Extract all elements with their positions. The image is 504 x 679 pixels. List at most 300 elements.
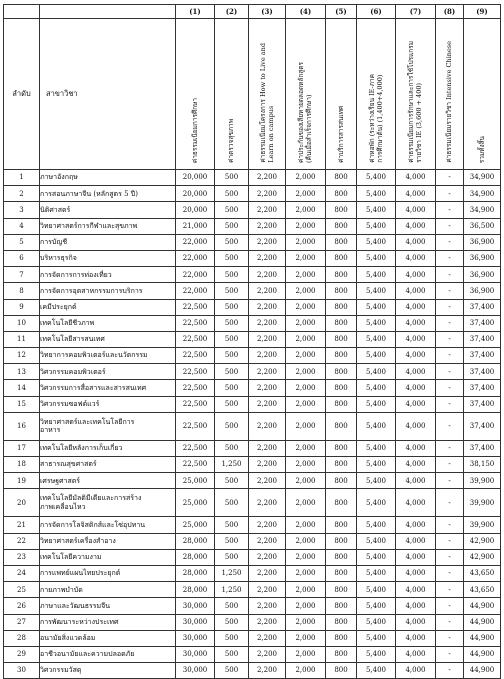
fee-cell: 22,500 xyxy=(176,315,215,331)
fee-cell: 4,000 xyxy=(396,663,436,679)
fee-cell: - xyxy=(436,630,464,646)
fee-cell: 22,000 xyxy=(176,267,215,283)
total-cell: 39,900 xyxy=(464,517,501,533)
fee-cell: 4,000 xyxy=(396,473,436,489)
subject-name xyxy=(40,170,176,186)
subject-name xyxy=(40,380,176,396)
fee-table xyxy=(3,4,501,679)
table-row xyxy=(4,380,501,396)
fee-cell: 500 xyxy=(215,473,249,489)
fee-cell: - xyxy=(436,457,464,473)
subject-name-line: อนามัยสิ่งแวดล้อม xyxy=(40,634,96,643)
row-number: 1 xyxy=(4,170,40,186)
subject-name-line: ภาษาและวัฒนธรรมจีน xyxy=(40,601,110,610)
intensive-chinese-header xyxy=(436,19,464,170)
fee-cell: 2,000 xyxy=(286,440,326,456)
fee-cell: - xyxy=(436,315,464,331)
fee-cell: 4,000 xyxy=(396,565,436,581)
fee-cell: 20,000 xyxy=(176,186,215,202)
fee-cell: 2,000 xyxy=(286,299,326,315)
table-row xyxy=(4,582,501,598)
fee-cell: - xyxy=(436,582,464,598)
table-row xyxy=(4,489,501,517)
total-cell: 43,650 xyxy=(464,582,501,598)
fee-cell: 2,000 xyxy=(286,517,326,533)
column-number: (5) xyxy=(326,5,357,19)
fee-cell: 5,400 xyxy=(357,614,396,630)
fee-cell: 500 xyxy=(215,283,249,299)
row-number: 17 xyxy=(4,440,40,456)
fee-cell: 4,000 xyxy=(396,598,436,614)
total-cell: 36,900 xyxy=(464,283,501,299)
fee-cell: 30,000 xyxy=(176,598,215,614)
it-service-header xyxy=(326,19,357,170)
fee-cell: 2,200 xyxy=(249,186,286,202)
fee-cell: 800 xyxy=(326,646,357,662)
fee-cell: 5,400 xyxy=(357,218,396,234)
table-row xyxy=(4,533,501,549)
fee-cell: 30,000 xyxy=(176,646,215,662)
fee-cell: 2,200 xyxy=(249,283,286,299)
blank-cell xyxy=(4,5,40,19)
subject-name-line: วิทยาศาสตร์เครื่องสำอาง xyxy=(40,536,116,545)
fee-cell: 800 xyxy=(326,473,357,489)
fee-cell: 2,000 xyxy=(286,218,326,234)
fee-cell: 4,000 xyxy=(396,457,436,473)
health-check-header xyxy=(215,19,249,170)
table-row xyxy=(4,614,501,630)
fee-cell: 4,000 xyxy=(396,299,436,315)
total-cell: 38,150 xyxy=(464,457,501,473)
fee-cell: - xyxy=(436,565,464,581)
row-number: 7 xyxy=(4,267,40,283)
fee-cell: 800 xyxy=(326,283,357,299)
fee-cell: 22,500 xyxy=(176,457,215,473)
fee-cell: 4,000 xyxy=(396,614,436,630)
fee-cell: 2,200 xyxy=(249,315,286,331)
subject-name-line: วิศวกรรมการสื่อสารและสารสนเทศ xyxy=(40,383,147,392)
subject-name-line: สาธารณสุขศาสตร์ xyxy=(40,460,97,469)
fee-cell: 5,400 xyxy=(357,250,396,266)
subject-name xyxy=(40,234,176,250)
column-number: (4) xyxy=(286,5,326,19)
fee-cell: 2,200 xyxy=(249,457,286,473)
table-row xyxy=(4,630,501,646)
subject-name xyxy=(40,412,176,440)
fee-cell: 5,400 xyxy=(357,457,396,473)
fee-cell: - xyxy=(436,380,464,396)
table-row xyxy=(4,598,501,614)
fee-cell: 800 xyxy=(326,267,357,283)
fee-cell: - xyxy=(436,234,464,250)
row-number: 28 xyxy=(4,630,40,646)
fee-cell: 4,000 xyxy=(396,170,436,186)
subject-name-line: กายภาพบำบัด xyxy=(40,585,83,594)
fee-cell: - xyxy=(436,267,464,283)
subject-name-line: เทคโนโลยีหลังการเก็บเกี่ยว xyxy=(40,444,123,453)
fee-cell: 2,000 xyxy=(286,267,326,283)
fee-cell: 22,500 xyxy=(176,440,215,456)
column-number: (1) xyxy=(176,5,215,19)
subject-name xyxy=(40,473,176,489)
header-line: ค่าหอพัก (ระหว่างเรียน IE-ภาค xyxy=(367,74,376,163)
row-number: 2 xyxy=(4,186,40,202)
total-cell: 44,900 xyxy=(464,598,501,614)
fee-cell: 800 xyxy=(326,582,357,598)
fee-cell: 5,400 xyxy=(357,331,396,347)
row-number: 3 xyxy=(4,202,40,218)
fee-cell: 2,200 xyxy=(249,549,286,565)
fee-cell: 4,000 xyxy=(396,218,436,234)
fee-cell: 5,400 xyxy=(357,582,396,598)
subject-name xyxy=(40,517,176,533)
fee-cell: - xyxy=(436,663,464,679)
header-line: ค่าตรวจสุขภาพ xyxy=(227,119,236,163)
fee-cell: 800 xyxy=(326,331,357,347)
fee-cell: 2,200 xyxy=(249,598,286,614)
total-cell: 37,400 xyxy=(464,364,501,380)
total-cell: 36,900 xyxy=(464,234,501,250)
fee-cell: 800 xyxy=(326,202,357,218)
fee-cell: 800 xyxy=(326,234,357,250)
fee-cell: 28,000 xyxy=(176,549,215,565)
subject-name-line: วิศวกรรมซอฟต์แวร์ xyxy=(40,400,100,409)
fee-cell: 800 xyxy=(326,364,357,380)
total-cell: 37,400 xyxy=(464,412,501,440)
subject-name-line: นิติศาสตร์ xyxy=(40,205,71,214)
table-row xyxy=(4,234,501,250)
row-number: 27 xyxy=(4,614,40,630)
subject-name-line: เทคโนโลยีมัลติมีเดียและการสร้าง xyxy=(40,494,142,503)
fee-cell: 22,500 xyxy=(176,348,215,364)
fee-cell: 500 xyxy=(215,517,249,533)
subject-name-line: วิศวกรรมคอมพิวเตอร์ xyxy=(40,367,106,376)
column-number: (3) xyxy=(249,5,286,19)
fee-cell: 2,000 xyxy=(286,565,326,581)
fee-cell: 500 xyxy=(215,250,249,266)
fee-cell: 800 xyxy=(326,663,357,679)
table-row xyxy=(4,331,501,347)
fee-cell: 800 xyxy=(326,380,357,396)
total-cell: 39,900 xyxy=(464,473,501,489)
fee-cell: 5,400 xyxy=(357,299,396,315)
subject-name-line: บริหารธุรกิจ xyxy=(40,254,77,263)
fee-cell: 2,200 xyxy=(249,170,286,186)
table-row xyxy=(4,186,501,202)
subject-name-line: เศรษฐศาสตร์ xyxy=(40,476,81,485)
fee-cell: 5,400 xyxy=(357,630,396,646)
total-cell: 42,900 xyxy=(464,549,501,565)
fee-cell: 2,200 xyxy=(249,331,286,347)
fee-cell: 500 xyxy=(215,170,249,186)
header-line: Learn on campus xyxy=(267,106,275,163)
subject-name-line: การพัฒนาระหว่างประเทศ xyxy=(40,617,119,626)
fee-cell: 4,000 xyxy=(396,267,436,283)
fee-cell: 4,000 xyxy=(396,250,436,266)
fee-cell: 5,400 xyxy=(357,202,396,218)
fee-cell: 2,200 xyxy=(249,614,286,630)
row-number: 20 xyxy=(4,489,40,517)
subject-name-line: อาหาร xyxy=(40,426,61,435)
subject-name xyxy=(40,440,176,456)
subject-name xyxy=(40,202,176,218)
fee-cell: 25,000 xyxy=(176,473,215,489)
total-cell: 43,650 xyxy=(464,565,501,581)
fee-cell: 5,400 xyxy=(357,517,396,533)
total-cell: 36,900 xyxy=(464,267,501,283)
subject-name xyxy=(40,348,176,364)
fee-cell: 20,000 xyxy=(176,202,215,218)
header-line: ค่าธรรมเนียมการรักษาและการใช้โปรแกรม xyxy=(407,41,416,163)
fee-cell: 2,000 xyxy=(286,283,326,299)
fee-cell: 800 xyxy=(326,170,357,186)
fee-cell: - xyxy=(436,614,464,630)
fee-cell: 22,500 xyxy=(176,299,215,315)
fee-cell: - xyxy=(436,170,464,186)
fee-cell: 4,000 xyxy=(396,348,436,364)
fee-cell: 500 xyxy=(215,202,249,218)
fee-cell: 500 xyxy=(215,331,249,347)
table-row xyxy=(4,170,501,186)
fee-cell: 28,000 xyxy=(176,533,215,549)
fee-cell: 5,400 xyxy=(357,315,396,331)
fee-cell: 2,000 xyxy=(286,396,326,412)
fee-cell: 4,000 xyxy=(396,283,436,299)
subject-name xyxy=(40,565,176,581)
fee-cell: 800 xyxy=(326,489,357,517)
fee-cell: 5,400 xyxy=(357,348,396,364)
fee-cell: 20,000 xyxy=(176,170,215,186)
total-cell: 34,900 xyxy=(464,170,501,186)
table-row xyxy=(4,457,501,473)
table-row xyxy=(4,315,501,331)
header-line: ค่าธรรมเนียมโครงการ How to Live and xyxy=(258,43,267,163)
fee-cell: 28,000 xyxy=(176,582,215,598)
table-row xyxy=(4,663,501,679)
fee-cell: 500 xyxy=(215,412,249,440)
fee-cell: - xyxy=(436,533,464,549)
subject-name-line: วิทยาศาสตร์การกีฬาและสุขภาพ xyxy=(40,221,138,230)
column-number: (7) xyxy=(396,5,436,19)
fee-cell: 2,000 xyxy=(286,473,326,489)
fee-cell: 21,000 xyxy=(176,218,215,234)
total-cell: 36,500 xyxy=(464,218,501,234)
fee-cell: 22,500 xyxy=(176,331,215,347)
column-number-row xyxy=(4,5,501,19)
fee-cell: 2,200 xyxy=(249,396,286,412)
subject-name xyxy=(40,331,176,347)
subject-name xyxy=(40,598,176,614)
fee-cell: - xyxy=(436,549,464,565)
fee-cell: 22,500 xyxy=(176,412,215,440)
fee-cell: 500 xyxy=(215,315,249,331)
fee-cell: 800 xyxy=(326,299,357,315)
fee-cell: 5,400 xyxy=(357,364,396,380)
fee-cell: 2,200 xyxy=(249,565,286,581)
subject-name xyxy=(40,489,176,517)
subject-name-line: การจัดการการท่องเที่ยว xyxy=(40,270,112,279)
subject-name xyxy=(40,533,176,549)
fee-cell: 2,000 xyxy=(286,380,326,396)
subject-name xyxy=(40,299,176,315)
fee-cell: 2,200 xyxy=(249,250,286,266)
row-number: 25 xyxy=(4,582,40,598)
subject-name xyxy=(40,630,176,646)
subject-name-line: การบัญชี xyxy=(40,238,68,247)
fee-cell: 4,000 xyxy=(396,315,436,331)
fee-cell: 2,200 xyxy=(249,517,286,533)
subject-name-line: ภาษาอังกฤษ xyxy=(40,173,78,182)
fee-cell: 2,200 xyxy=(249,364,286,380)
row-number: 29 xyxy=(4,646,40,662)
damage-deposit-header xyxy=(286,19,326,170)
table-row xyxy=(4,396,501,412)
fee-cell: 2,000 xyxy=(286,315,326,331)
fee-cell: 2,200 xyxy=(249,299,286,315)
fee-cell: 2,200 xyxy=(249,380,286,396)
column-number: (8) xyxy=(436,5,464,19)
fee-cell: 2,000 xyxy=(286,598,326,614)
subject-name xyxy=(40,614,176,630)
fee-cell: 4,000 xyxy=(396,533,436,549)
fee-cell: 2,000 xyxy=(286,457,326,473)
total-cell: 44,900 xyxy=(464,630,501,646)
fee-cell: 1,250 xyxy=(215,565,249,581)
fee-cell: 22,000 xyxy=(176,234,215,250)
fee-cell: 800 xyxy=(326,186,357,202)
fee-cell: 2,000 xyxy=(286,533,326,549)
fee-cell: 800 xyxy=(326,250,357,266)
fee-cell: 4,000 xyxy=(396,440,436,456)
fee-cell: 1,250 xyxy=(215,582,249,598)
fee-cell: 5,400 xyxy=(357,267,396,283)
fee-cell: 2,200 xyxy=(249,646,286,662)
fee-cell: 500 xyxy=(215,533,249,549)
fee-cell: 5,400 xyxy=(357,234,396,250)
fee-cell: 5,400 xyxy=(357,489,396,517)
total-cell: 37,400 xyxy=(464,299,501,315)
table-row xyxy=(4,299,501,315)
row-number: 4 xyxy=(4,218,40,234)
total-cell: 37,400 xyxy=(464,331,501,347)
fee-cell: 500 xyxy=(215,364,249,380)
header-line: ค่าธรรมเนียมรายวิชา Intensive Chinese xyxy=(445,41,454,163)
row-number: 18 xyxy=(4,457,40,473)
table-row xyxy=(4,267,501,283)
total-cell: 37,400 xyxy=(464,396,501,412)
subject-name-line: การจัดการอุตสาหกรรมการบริการ xyxy=(40,286,143,295)
total-header xyxy=(464,19,501,170)
row-number: 21 xyxy=(4,517,40,533)
fee-cell: 500 xyxy=(215,218,249,234)
row-number: 24 xyxy=(4,565,40,581)
fee-cell: 5,400 xyxy=(357,380,396,396)
fee-cell: 28,000 xyxy=(176,565,215,581)
fee-cell: - xyxy=(436,186,464,202)
header-line: รายวิชา IE (3,600 + 400) xyxy=(415,83,424,163)
column-number: (9) xyxy=(464,5,501,19)
fee-cell: 22,500 xyxy=(176,364,215,380)
fee-cell: 500 xyxy=(215,396,249,412)
subject-name xyxy=(40,218,176,234)
fee-cell: 4,000 xyxy=(396,202,436,218)
fee-cell: 500 xyxy=(215,380,249,396)
fee-cell: 500 xyxy=(215,646,249,662)
fee-cell: 800 xyxy=(326,218,357,234)
subject-name-line: เทคโนโลยีชีวภาพ xyxy=(40,319,95,328)
table-row xyxy=(4,565,501,581)
fee-cell: 2,000 xyxy=(286,186,326,202)
row-number: 6 xyxy=(4,250,40,266)
fee-cell: 5,400 xyxy=(357,565,396,581)
row-number: 13 xyxy=(4,364,40,380)
table-row xyxy=(4,412,501,440)
total-cell: 36,900 xyxy=(464,250,501,266)
subject-name-line: วิทยาการคอมพิวเตอร์และนวัตกรรม xyxy=(40,351,148,360)
fee-cell: - xyxy=(436,396,464,412)
total-cell: 37,400 xyxy=(464,380,501,396)
subject-name-line: เคมีประยุกต์ xyxy=(40,302,77,311)
fee-cell: 5,400 xyxy=(357,473,396,489)
fee-cell: - xyxy=(436,299,464,315)
row-number: 26 xyxy=(4,598,40,614)
subject-name-line: วิศวกรรมวัสดุ xyxy=(40,666,82,675)
column-number: (2) xyxy=(215,5,249,19)
fee-cell: 5,400 xyxy=(357,440,396,456)
fee-cell: 2,000 xyxy=(286,412,326,440)
subject-name-line: อาชีวอนามัยและความปลอดภัย xyxy=(40,650,135,659)
subject-name xyxy=(40,549,176,565)
fee-cell: 30,000 xyxy=(176,663,215,679)
fee-cell: 2,200 xyxy=(249,440,286,456)
table-row xyxy=(4,517,501,533)
fee-cell: 500 xyxy=(215,234,249,250)
fee-cell: 2,000 xyxy=(286,364,326,380)
fee-cell: 800 xyxy=(326,517,357,533)
fee-cell: - xyxy=(436,202,464,218)
table-row xyxy=(4,364,501,380)
total-cell: 37,400 xyxy=(464,315,501,331)
fee-cell: - xyxy=(436,412,464,440)
fee-cell: 2,200 xyxy=(249,348,286,364)
fee-cell: 800 xyxy=(326,457,357,473)
fee-cell: - xyxy=(436,364,464,380)
fee-cell: 500 xyxy=(215,348,249,364)
total-cell: 42,900 xyxy=(464,533,501,549)
fee-cell: 25,000 xyxy=(176,489,215,517)
fee-cell: 2,000 xyxy=(286,614,326,630)
subject-name xyxy=(40,364,176,380)
fee-cell: 2,000 xyxy=(286,202,326,218)
fee-cell: 2,200 xyxy=(249,202,286,218)
fee-cell: 500 xyxy=(215,186,249,202)
row-number: 14 xyxy=(4,380,40,396)
fee-cell: - xyxy=(436,331,464,347)
fee-cell: 2,000 xyxy=(286,234,326,250)
fee-cell: 2,200 xyxy=(249,489,286,517)
fee-cell: 800 xyxy=(326,440,357,456)
total-cell: 34,900 xyxy=(464,202,501,218)
row-number: 23 xyxy=(4,549,40,565)
fee-cell: 800 xyxy=(326,630,357,646)
row-number: 5 xyxy=(4,234,40,250)
fee-cell: 500 xyxy=(215,267,249,283)
subject-name xyxy=(40,315,176,331)
fee-cell: 5,400 xyxy=(357,598,396,614)
fee-cell: 2,200 xyxy=(249,533,286,549)
total-cell: 44,900 xyxy=(464,663,501,679)
fee-table-body xyxy=(4,170,501,679)
